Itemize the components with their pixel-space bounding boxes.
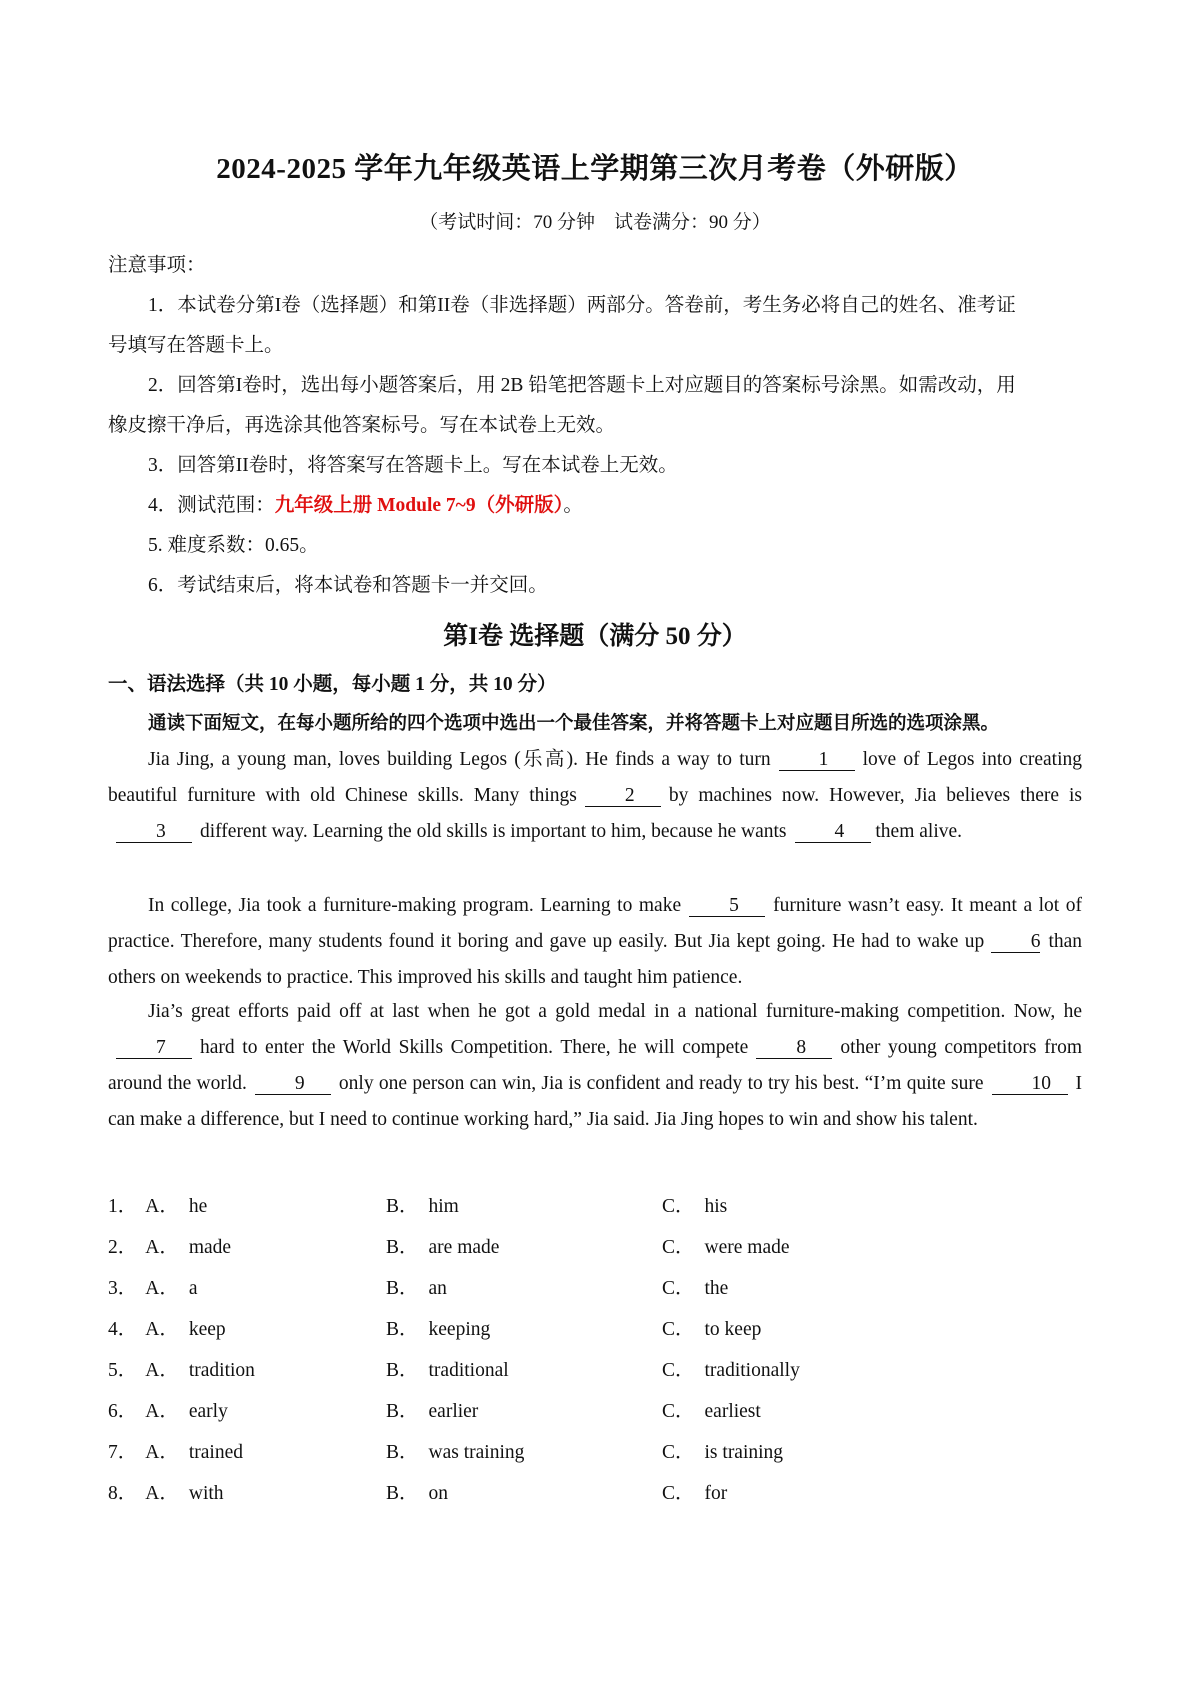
option-text: earliest [704, 1401, 761, 1422]
passage-text: different way. Learning the old skills is important to him, because he wants [200, 821, 787, 842]
option-b[interactable] [386, 1231, 499, 1259]
option-text: the [704, 1278, 729, 1299]
option-letter: B． [386, 1237, 419, 1258]
passage-text: than others on weekends to practice. This improved his skills and taught him patience. [108, 931, 1083, 988]
option-a[interactable] [108, 1272, 198, 1300]
question-row [108, 1190, 1008, 1220]
option-text: made [188, 1237, 232, 1258]
notice-item-4-prefix: 4．测试范围： [148, 495, 275, 516]
option-c[interactable] [662, 1313, 761, 1341]
question-row [108, 1354, 1008, 1384]
question-number: 5． [108, 1360, 138, 1381]
option-letter: A． [145, 1237, 179, 1258]
test-scope-highlight: 九年级上册 Module 7~9（外研版） [274, 495, 564, 516]
option-a[interactable] [108, 1231, 231, 1259]
passage-text: by machines now. However, Jia believes there is [668, 785, 1082, 806]
question-number: 8． [108, 1483, 138, 1504]
blank-1: 1 [779, 750, 855, 771]
option-text: he [188, 1196, 208, 1217]
question-number: 6． [108, 1401, 138, 1422]
option-b[interactable] [386, 1354, 509, 1382]
option-text: were made [704, 1237, 790, 1258]
passage-paragraph-2 [108, 888, 1082, 996]
option-a[interactable] [108, 1477, 224, 1505]
option-text: was training [428, 1442, 525, 1463]
option-text: keeping [428, 1319, 491, 1340]
question-number: 2． [108, 1237, 138, 1258]
blank-10: 10 [992, 1074, 1068, 1095]
blank-4: 4 [795, 822, 871, 843]
option-c[interactable] [662, 1354, 800, 1382]
option-b[interactable] [386, 1313, 490, 1341]
question-row [108, 1436, 1008, 1466]
notice-item-2-line-1: 2．回答第I卷时，选出每小题答案后，用 2B 铅笔把答题卡上对应题目的答案标号涂黑。如需改动，用 [148, 375, 1016, 396]
notice-heading: 注意事项： [108, 255, 206, 276]
option-text: traditional [428, 1360, 509, 1381]
option-text: on [428, 1483, 449, 1504]
blank-7: 7 [116, 1038, 192, 1059]
option-text: trained [188, 1442, 243, 1463]
passage-paragraph-1 [108, 742, 1082, 850]
part-title: 一、语法选择（共 10 小题，每小题 1 分，共 10 分） [108, 674, 557, 695]
option-c[interactable] [662, 1477, 727, 1505]
option-letter: A． [145, 1360, 179, 1381]
exam-subtitle: （考试时间：70 分钟 试卷满分：90 分） [419, 212, 771, 233]
exam-title: 2024-2025 学年九年级英语上学期第三次月考卷（外研版） [216, 153, 974, 185]
option-letter: B． [386, 1196, 419, 1217]
passage-text: only one person can win, Jia is confident and ready to try his best. “I’m quite sure [338, 1073, 984, 1094]
option-letter: A． [145, 1196, 179, 1217]
option-a[interactable] [108, 1436, 243, 1464]
option-text: keep [188, 1319, 226, 1340]
part-instruction: 通读下面短文，在每小题所给的四个选项中选出一个最佳答案，并将答题卡上对应题目所选的选项涂黑。 [148, 714, 1000, 734]
section-title: 第I卷 选择题（满分 50 分） [443, 623, 747, 650]
question-row [108, 1313, 1008, 1343]
option-letter: B． [386, 1442, 419, 1463]
passage-text: Jia’s great efforts paid off at last when he got a gold medal in a national furniture-making competition. Now, he [148, 1001, 1082, 1022]
option-letter: C． [662, 1237, 695, 1258]
option-letter: C． [662, 1401, 695, 1422]
option-c[interactable] [662, 1436, 783, 1464]
blank-2: 2 [585, 786, 661, 807]
option-text: to keep [704, 1319, 762, 1340]
option-b[interactable] [386, 1395, 478, 1423]
option-text: is training [704, 1442, 784, 1463]
option-letter: A． [145, 1319, 179, 1340]
option-c[interactable] [662, 1272, 728, 1300]
passage-text: them alive. [875, 821, 963, 842]
question-row [108, 1272, 1008, 1302]
option-letter: A． [145, 1483, 179, 1504]
option-text: for [704, 1483, 728, 1504]
option-letter: A． [145, 1278, 179, 1299]
blank-9: 9 [255, 1074, 331, 1095]
option-a[interactable] [108, 1190, 207, 1218]
option-letter: B． [386, 1483, 419, 1504]
option-b[interactable] [386, 1477, 448, 1505]
question-row [108, 1477, 1008, 1507]
option-letter: C． [662, 1196, 695, 1217]
notice-item-1-line-1: 1．本试卷分第I卷（选择题）和第II卷（非选择题）两部分。答卷前，考生务必将自己的姓名、准考证 [148, 295, 1016, 316]
question-row [108, 1231, 1008, 1261]
blank-8: 8 [756, 1038, 832, 1059]
option-c[interactable] [662, 1190, 727, 1218]
passage-text: I can make a difference, but I need to continue working hard,” Jia said. Jia Jing hopes to win and show his talent. [108, 1073, 1082, 1130]
option-b[interactable] [386, 1190, 459, 1218]
option-text: an [428, 1278, 447, 1299]
option-text: early [188, 1401, 228, 1422]
option-text: with [188, 1483, 224, 1504]
question-row [108, 1395, 1008, 1425]
option-letter: C． [662, 1360, 695, 1381]
option-text: him [428, 1196, 459, 1217]
blank-5: 5 [689, 896, 765, 917]
blank-3: 3 [116, 822, 192, 843]
question-number: 1． [108, 1196, 138, 1217]
option-b[interactable] [386, 1272, 447, 1300]
option-a[interactable] [108, 1313, 226, 1341]
passage-text: other young competitors from around the world. [108, 1037, 1082, 1094]
option-a[interactable] [108, 1354, 255, 1382]
question-number: 3． [108, 1278, 138, 1299]
option-text: earlier [428, 1401, 479, 1422]
notice-item-6: 6．考试结束后，将本试卷和答题卡一并交回。 [148, 575, 548, 596]
option-text: are made [428, 1237, 500, 1258]
passage-text: furniture wasn’t easy. It meant a lot of practice. Therefore, many students found it boring and gave up easily. But Jia kept going. He had to wake up [108, 895, 1083, 952]
notice-item-2-line-2: 橡皮擦干净后，再选涂其他答案标号。写在本试卷上无效。 [108, 415, 616, 436]
option-b[interactable] [386, 1436, 524, 1464]
option-text: traditionally [704, 1360, 800, 1381]
option-letter: C． [662, 1278, 695, 1299]
option-letter: B． [386, 1278, 419, 1299]
option-text: a [188, 1278, 198, 1299]
option-letter: C． [662, 1483, 695, 1504]
option-c[interactable] [662, 1231, 790, 1259]
option-letter: B． [386, 1401, 419, 1422]
passage-text: love of Legos into creating beautiful furniture with old Chinese skills. Many things [108, 749, 1082, 806]
option-letter: B． [386, 1360, 419, 1381]
notice-item-4-suffix: 。 [563, 495, 583, 516]
notice-item-1-line-2: 号填写在答题卡上。 [108, 335, 284, 356]
passage-text: hard to enter the World Skills Competition. There, he will compete [200, 1037, 749, 1058]
passage-text: Jia Jing, a young man, loves building Legos (乐高). He finds a way to turn [148, 749, 771, 770]
question-number: 7． [108, 1442, 138, 1463]
option-letter: C． [662, 1319, 695, 1340]
option-text: tradition [188, 1360, 255, 1381]
notice-item-4 [148, 489, 583, 517]
option-letter: C． [662, 1442, 695, 1463]
passage-text: In college, Jia took a furniture-making program. Learning to make [148, 895, 682, 916]
option-a[interactable] [108, 1395, 228, 1423]
option-letter: A． [145, 1442, 179, 1463]
blank-6: 6 [991, 932, 1041, 953]
option-letter: A． [145, 1401, 179, 1422]
notice-item-5: 5. 难度系数：0.65。 [148, 535, 319, 556]
question-number: 4． [108, 1319, 138, 1340]
option-c[interactable] [662, 1395, 761, 1423]
option-text: his [704, 1196, 728, 1217]
passage-paragraph-3 [108, 994, 1082, 1138]
notice-item-3: 3．回答第II卷时，将答案写在答题卡上。写在本试卷上无效。 [148, 455, 678, 476]
option-letter: B． [386, 1319, 419, 1340]
